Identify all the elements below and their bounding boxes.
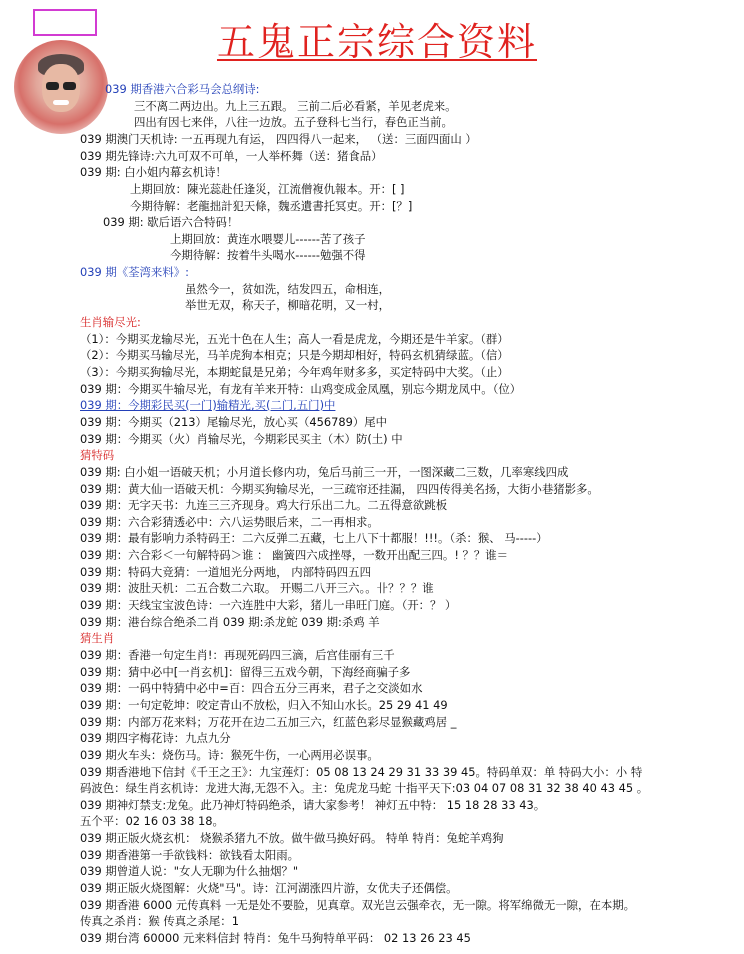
text-line: 039 期香港地下信封《千王之王》：九宝莲灯：05 08 13 24 29 31 33 39 45。特码单双：单 特码大小：小 特 <box>80 765 643 779</box>
text-line: （1）：今期买龙输尽光，五光十色在人生；高人一看是虎龙，今期还是牛羊家。（群） <box>80 332 509 346</box>
text-line: 039 期：香港一句定生肖!：再现死码四三滴，后宫佳丽有三千 <box>80 648 395 662</box>
text-line: 039 期先锋诗:六九可双不可单，一人举杯舞（送：猪食品） <box>80 149 383 163</box>
text-line[interactable]: 039 期：今期彩民买(一门)输精光,买(二门,五门)中 <box>80 398 336 412</box>
text-line: 039 期：一句定乾坤：咬定青山不放松，归入不知山水长。25 29 41 49 <box>80 698 448 712</box>
text-line: 039 期正版火烧玄机： 烧猴杀猪九不放。做牛做马换好码。 特单 特肖：兔蛇羊鸡狗 <box>80 831 504 845</box>
author-avatar <box>14 40 108 134</box>
text-line: 039 期火车头：烧伤马。诗：猴死牛伤，一心两用必误事。 <box>80 748 379 762</box>
text-line: 039 期：最有影响力杀特码王：二六反弹二五藏，七上八下十都服！!!!。（杀：猴、 马-----） <box>80 531 548 545</box>
text-line: 039 期《荃湾来料》: <box>80 265 189 279</box>
text-line: （3）：今期买狗输尽光，本期蛇鼠是兄弟；今年鸡年财多多，买定特码中大奖。（止） <box>80 365 509 379</box>
text-line: 039 期：六合彩猜透必中：六八运势眼后来，二一再相求。 <box>80 515 379 529</box>
text-line: 039 期: 歇后语六合特码！ <box>103 215 239 229</box>
text-line: 039 期: 白小姐内幕玄机诗！ <box>80 165 227 179</box>
text-line: 今期待解：老龍拙計犯天條，魏丞遺書托冥吏。开：[？] <box>130 199 413 213</box>
text-line: 039 期：今期买（213）尾输尽光，放心买（456789）尾中 <box>80 415 388 429</box>
text-line: 生肖输尽光: <box>80 315 141 329</box>
text-line: （2）：今期买马输尽光，马羊虎狗本相克；只是今期却相好，特码玄机猜绿蓝。（信） <box>80 348 509 362</box>
text-line: 今期待解：按着牛头喝水------勉强不得 <box>170 248 366 262</box>
text-line: 039 期曾道人说："女人无聊为什么抽烟？" <box>80 864 299 878</box>
text-line: 039 期：无字天书：九连三三齐现身。鸡大行乐出二九。二五得意欲跳板 <box>80 498 448 512</box>
text-line: 039 期：天线宝宝波色诗：一六连胜中大彩，猪儿一串旺门庭。（开：？ ） <box>80 598 457 612</box>
text-line: 039 期澳门天机诗: 一五再现九有运， 四四得八一起来， （送：三面四面山 ） <box>80 132 477 146</box>
text-line: 码波色：绿生肖玄机诗：龙进大海,无怨不入。主：兔虎龙马蛇 十指平天下:03 04 07 08 31 32 38 40 43 45 。 <box>80 781 649 795</box>
text-line: 四出有因七来伴，八往一边放。五子登科七当行，春色正当前。 <box>134 115 453 129</box>
text-line: 039 期台湾 60000 元来料信封 特肖：兔牛马狗特单平码： 02 13 26 23 45 <box>80 931 471 945</box>
text-line: 039 期正版火烧图解：火烧"马"。诗：江河湖涨四片游，女优夫子还偶偿。 <box>80 881 458 895</box>
text-line: 039 期神灯禁支:龙兔。此乃神灯特码绝杀，请大家参考！ 神灯五中特： 15 18 28 33 43。 <box>80 798 546 812</box>
text-line: 三不离二两边出。九上三五跟。 三前二后必看紧，羊见老虎来。 <box>134 99 457 113</box>
text-line: 039 期：特码大竞猜：一道旭光分两地， 内部特码四五四 <box>80 565 371 579</box>
text-line: 039 期：猜中必中[一肖玄机]：留得三五戏今朝，下海经商骗子多 <box>80 665 411 679</box>
text-line: 五个平：02 16 03 38 18。 <box>80 814 224 828</box>
text-line: 猜生肖 <box>80 631 115 645</box>
text-line: 039 期：内部万花来料；万花开在边二五加三六，红蓝色彩尽显猴藏鸡居 _ <box>80 715 457 729</box>
text-line: 虽然今一，贫如洗，结发四五，命相连， <box>185 282 391 296</box>
text-line: 上期回放：陳光蕊赴任逢災，江流僧複仇報本。开：[ ] <box>130 182 405 196</box>
text-line: 039 期: 白小姐一语破天机；小月道长修内功，兔后马前三一开，一图深藏二三数，几率寒线四成 <box>80 465 569 479</box>
text-line: 039 期：一码中特猜中必中=百：四合五分三再来，君子之交淡如水 <box>80 681 423 695</box>
text-line: 039 期四字梅花诗：九点九分 <box>80 731 231 745</box>
text-line: 039 期：六合彩＜一句解特码＞谁 ： 幽簧四六成挫辱，一数开出配三四。! ？？谁＝ <box>80 548 509 562</box>
text-line: 039 期：波肚天机：二五合数二六取。 开赐二八开三六。。卝？？？谁 <box>80 581 434 595</box>
text-line: 上期回放：黄连水喂婴儿------苦了孩子 <box>170 232 366 246</box>
text-line: 039 期：今期买（火）肖输尽光，今期彩民买主（木）防(土) 中 <box>80 432 403 446</box>
text-line: 039 期：港台综合绝杀二肖 039 期:杀龙蛇 039 期:杀鸡 羊 <box>80 615 380 629</box>
text-line: 039 期：今期买牛输尽光，有龙有羊来开特：山鸡变成金凤凰，别忘今期龙凤中。（位） <box>80 382 522 396</box>
text-line: 猜特码 <box>80 448 115 462</box>
text-line: 039 期香港 6000 元传真料 一无是处不要脸，见真章。双光岂云强牵衣，无一隙。将军绵微无一隙，在本期。 <box>80 898 636 912</box>
text-line: 039 期：黄大仙一语破天机：今期买狗输尽光，一三疏帘还挂漏， 四四传得美名扬，大街小巷猪影多。 <box>80 482 599 496</box>
page-title: 五鬼正宗综合资料 <box>216 20 537 64</box>
text-line: 039 期香港第一手欲钱料：欲钱看太阳雨。 <box>80 848 300 862</box>
header-badge-box <box>33 9 97 36</box>
text-line: 举世无双，称天子，柳暗花明，又一村， <box>185 298 391 312</box>
text-line: 传真之杀肖：猴 传真之杀尾：1 <box>80 914 239 928</box>
text-line: 039 期香港六合彩马会总纲诗: <box>105 82 260 96</box>
